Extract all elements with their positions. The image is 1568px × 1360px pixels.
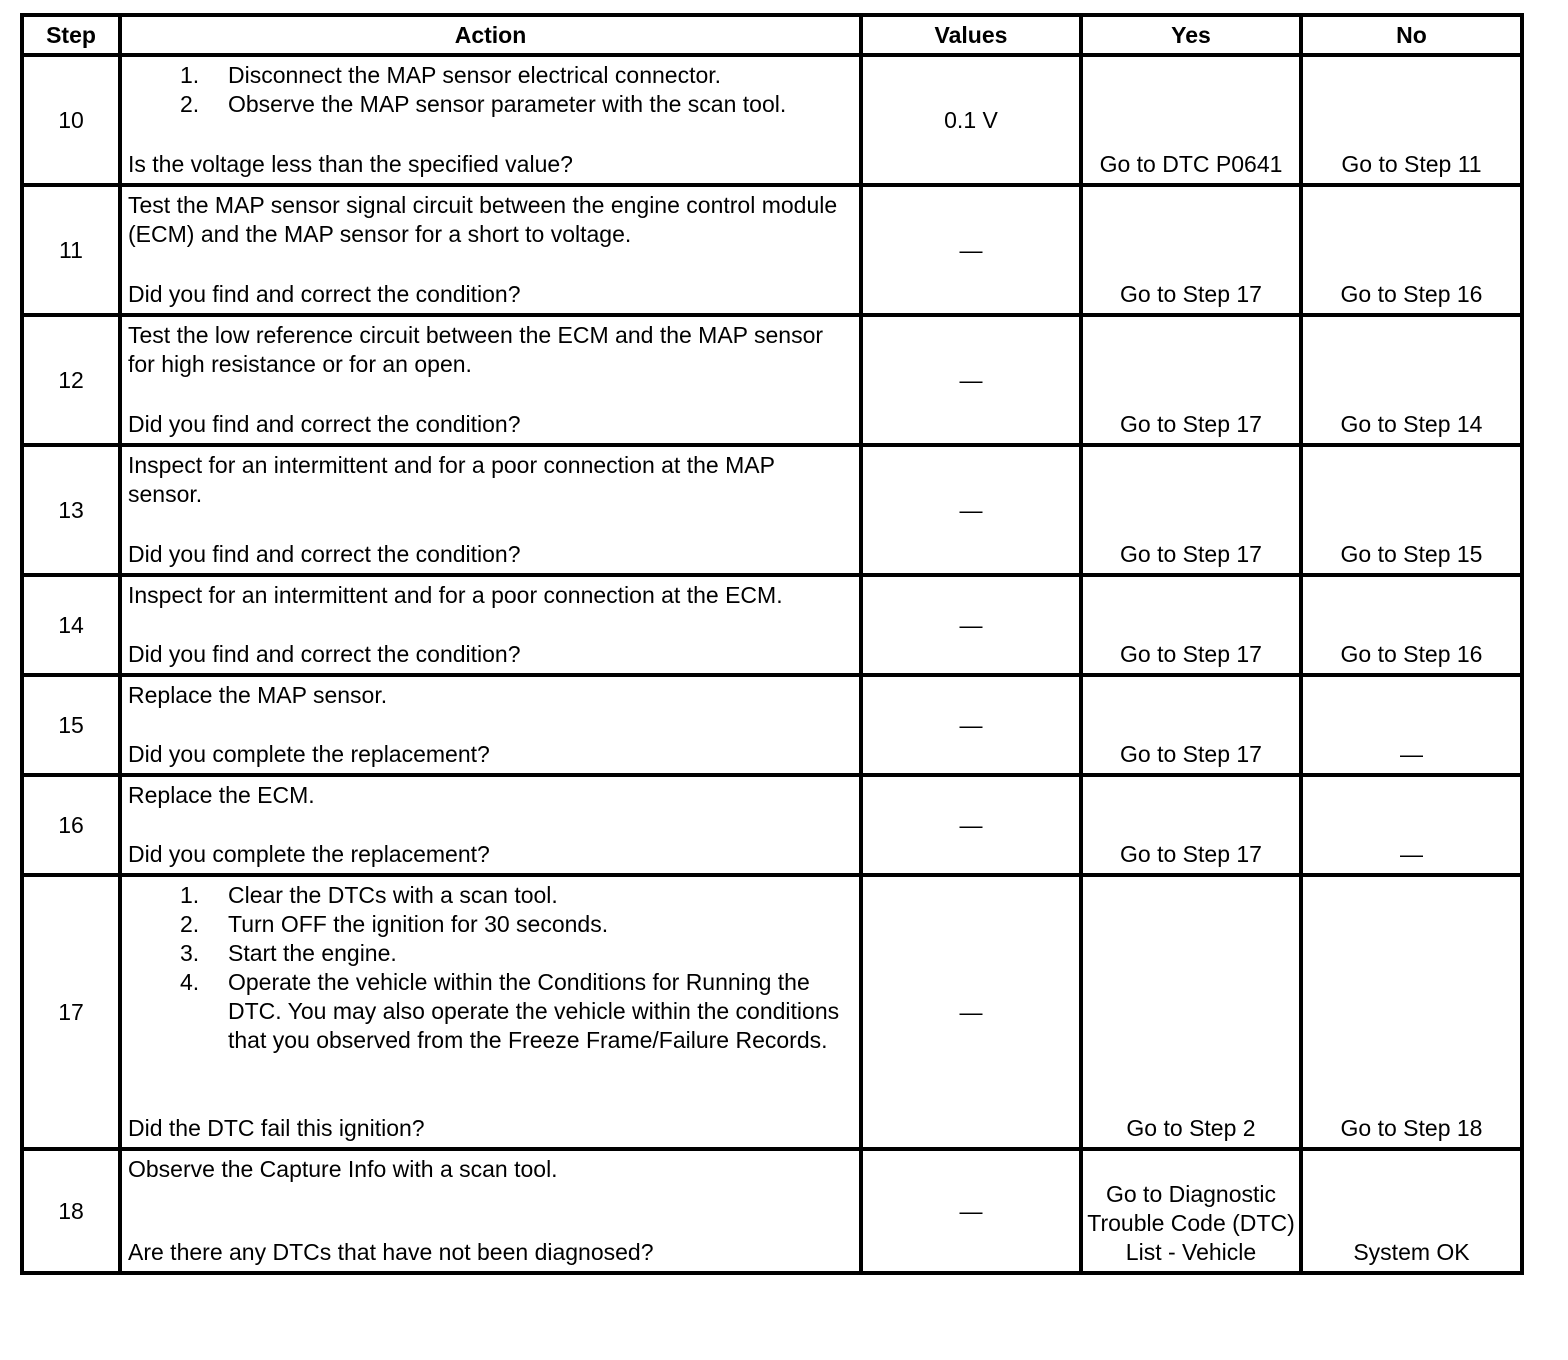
action-text: Replace the ECM. bbox=[128, 782, 315, 808]
yes-cell: Go to Diagnostic Trouble Code (DTC) List - Vehicle bbox=[1081, 1149, 1301, 1273]
table-row bbox=[22, 445, 1522, 575]
action-step bbox=[180, 881, 853, 910]
value-cell: — bbox=[861, 445, 1081, 575]
no-cell: — bbox=[1301, 675, 1522, 775]
action-step bbox=[180, 939, 853, 968]
diagnostic-table bbox=[20, 13, 1524, 1275]
action-question: Did you find and correct the condition? bbox=[128, 541, 521, 567]
table-row bbox=[22, 775, 1522, 875]
action-step-number: 4. bbox=[180, 969, 200, 995]
action-step bbox=[180, 61, 853, 90]
action-cell bbox=[120, 445, 861, 575]
value-cell: 0.1 V bbox=[861, 55, 1081, 185]
action-text: Replace the MAP sensor. bbox=[128, 682, 388, 708]
yes-cell: Go to Step 17 bbox=[1081, 575, 1301, 675]
header-row bbox=[22, 15, 1522, 55]
step-number: 11 bbox=[22, 185, 120, 315]
action-text: Test the MAP sensor signal circuit between the engine control module (ECM) and the MAP sensor for a short to voltage. bbox=[128, 192, 838, 247]
yes-cell: Go to Step 17 bbox=[1081, 315, 1301, 445]
table-row bbox=[22, 575, 1522, 675]
action-question: Did the DTC fail this ignition? bbox=[128, 1115, 425, 1141]
action-text: Observe the Capture Info with a scan tool. bbox=[128, 1156, 558, 1182]
no-cell: Go to Step 16 bbox=[1301, 575, 1522, 675]
action-step-text: Turn OFF the ignition for 30 seconds. bbox=[228, 911, 609, 937]
yes-cell: Go to Step 17 bbox=[1081, 185, 1301, 315]
action-question: Did you find and correct the condition? bbox=[128, 641, 521, 667]
action-step bbox=[180, 968, 853, 1055]
step-number: 14 bbox=[22, 575, 120, 675]
no-cell: Go to Step 15 bbox=[1301, 445, 1522, 575]
action-step-number: 2. bbox=[180, 911, 200, 937]
value-cell: — bbox=[861, 775, 1081, 875]
step-number: 10 bbox=[22, 55, 120, 185]
action-step-number: 1. bbox=[180, 62, 200, 88]
header-yes: Yes bbox=[1081, 15, 1301, 55]
header-action: Action bbox=[120, 15, 861, 55]
yes-cell: Go to Step 17 bbox=[1081, 775, 1301, 875]
action-cell bbox=[120, 875, 861, 1149]
action-cell bbox=[120, 315, 861, 445]
yes-cell: Go to Step 17 bbox=[1081, 445, 1301, 575]
value-cell: — bbox=[861, 675, 1081, 775]
no-cell: — bbox=[1301, 775, 1522, 875]
no-cell: Go to Step 14 bbox=[1301, 315, 1522, 445]
table-row bbox=[22, 675, 1522, 775]
action-step bbox=[180, 910, 853, 939]
action-cell bbox=[120, 675, 861, 775]
no-cell: Go to Step 16 bbox=[1301, 185, 1522, 315]
value-cell: — bbox=[861, 575, 1081, 675]
action-question: Is the voltage less than the specified value? bbox=[128, 151, 573, 177]
step-number: 13 bbox=[22, 445, 120, 575]
yes-cell: Go to Step 2 bbox=[1081, 875, 1301, 1149]
table-row bbox=[22, 185, 1522, 315]
action-text: Inspect for an intermittent and for a poor connection at the ECM. bbox=[128, 582, 783, 608]
yes-cell: Go to DTC P0641 bbox=[1081, 55, 1301, 185]
header-values: Values bbox=[861, 15, 1081, 55]
action-step-text: Start the engine. bbox=[228, 940, 397, 966]
action-step-text: Disconnect the MAP sensor electrical connector. bbox=[228, 62, 722, 88]
value-cell: — bbox=[861, 315, 1081, 445]
no-cell: Go to Step 18 bbox=[1301, 875, 1522, 1149]
header-no: No bbox=[1301, 15, 1522, 55]
action-step bbox=[180, 90, 853, 119]
table-row bbox=[22, 875, 1522, 1149]
action-step-number: 3. bbox=[180, 940, 200, 966]
action-step-text: Observe the MAP sensor parameter with the scan tool. bbox=[228, 91, 787, 117]
action-question: Did you find and correct the condition? bbox=[128, 281, 521, 307]
action-step-text: Clear the DTCs with a scan tool. bbox=[228, 882, 558, 908]
action-step-number: 2. bbox=[180, 91, 200, 117]
action-step-number: 1. bbox=[180, 882, 200, 908]
header-step: Step bbox=[22, 15, 120, 55]
step-number: 15 bbox=[22, 675, 120, 775]
action-text: Inspect for an intermittent and for a poor connection at the MAP sensor. bbox=[128, 452, 775, 507]
action-text: Test the low reference circuit between the ECM and the MAP sensor for high resistance or for an open. bbox=[128, 322, 824, 377]
no-cell: Go to Step 11 bbox=[1301, 55, 1522, 185]
table-row bbox=[22, 1149, 1522, 1273]
yes-cell: Go to Step 17 bbox=[1081, 675, 1301, 775]
action-cell bbox=[120, 775, 861, 875]
action-steps-list bbox=[128, 881, 853, 1055]
action-question: Did you complete the replacement? bbox=[128, 741, 490, 767]
step-number: 17 bbox=[22, 875, 120, 1149]
value-cell: — bbox=[861, 1149, 1081, 1273]
action-question: Did you find and correct the condition? bbox=[128, 411, 521, 437]
step-number: 18 bbox=[22, 1149, 120, 1273]
step-number: 12 bbox=[22, 315, 120, 445]
action-question: Did you complete the replacement? bbox=[128, 841, 490, 867]
action-cell bbox=[120, 55, 861, 185]
table-row bbox=[22, 55, 1522, 185]
action-steps-list bbox=[128, 61, 853, 119]
action-cell bbox=[120, 575, 861, 675]
table-row bbox=[22, 315, 1522, 445]
value-cell: — bbox=[861, 875, 1081, 1149]
value-cell: — bbox=[861, 185, 1081, 315]
action-cell bbox=[120, 185, 861, 315]
action-question: Are there any DTCs that have not been diagnosed? bbox=[128, 1239, 654, 1265]
step-number: 16 bbox=[22, 775, 120, 875]
no-cell: System OK bbox=[1301, 1149, 1522, 1273]
action-cell bbox=[120, 1149, 861, 1273]
action-step-text: Operate the vehicle within the Conditions for Running the DTC. You may also operate the vehicle within the conditions that you observed from the Freeze Frame/Failure Records. bbox=[228, 969, 840, 1053]
